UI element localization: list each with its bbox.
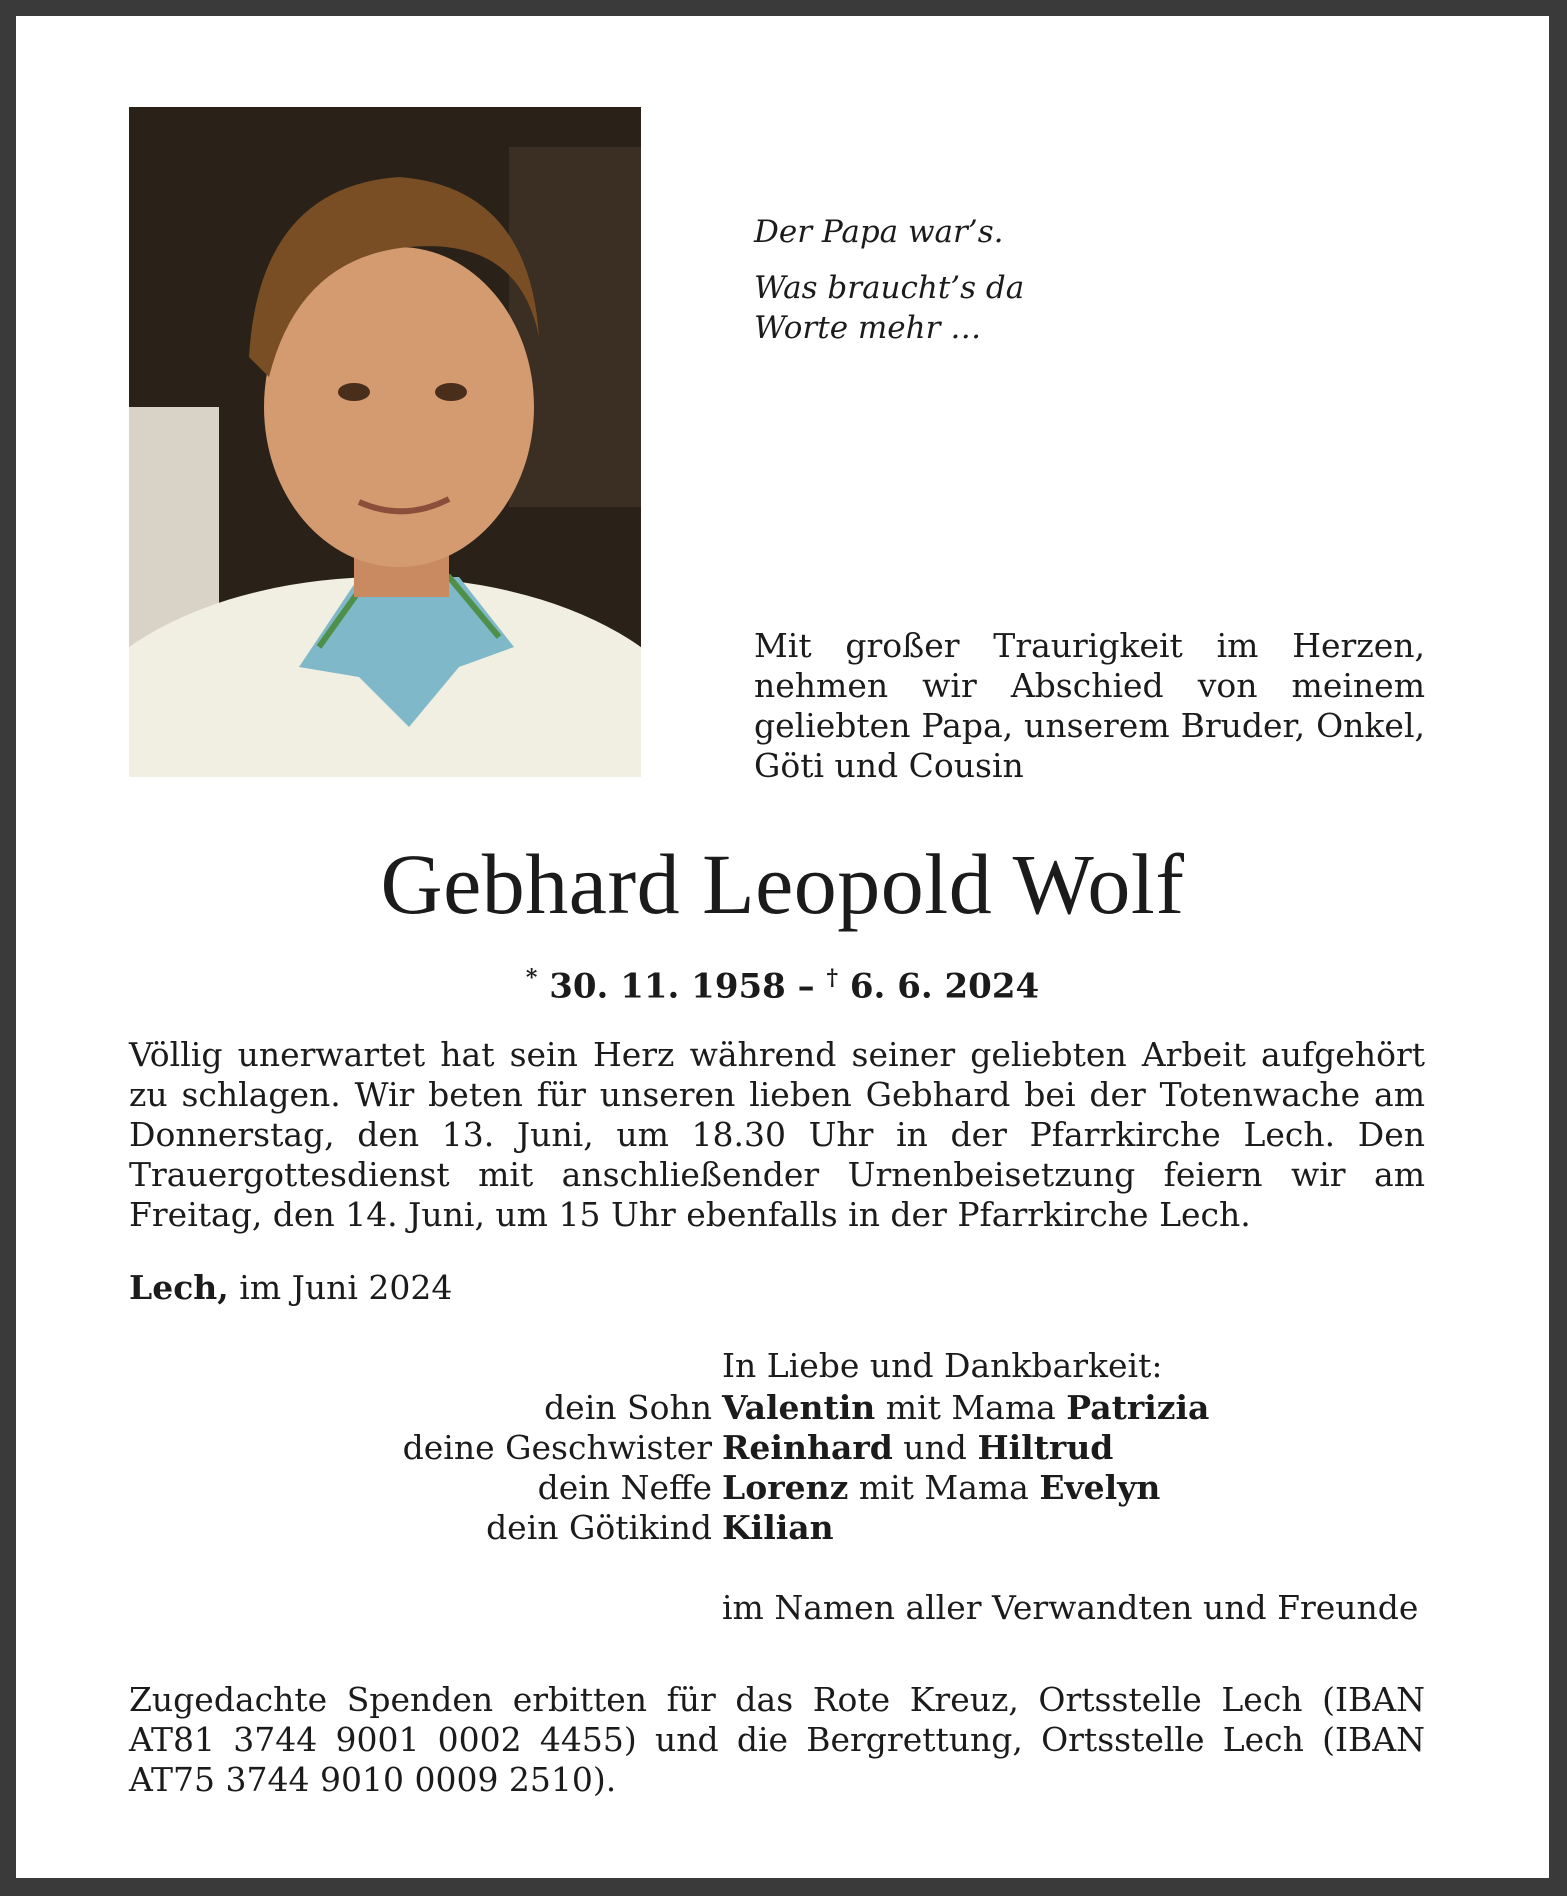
- death-symbol: †: [826, 965, 839, 991]
- joiner: und: [903, 1428, 967, 1467]
- place-city: Lech,: [129, 1268, 229, 1307]
- family-name: Kilian: [722, 1508, 834, 1547]
- family-list: [16, 1388, 1549, 1548]
- joiner: mit Mama: [885, 1388, 1056, 1427]
- relation: dein Götikind: [486, 1508, 712, 1547]
- family-row: [16, 1428, 1549, 1468]
- relation: dein Sohn: [544, 1388, 712, 1427]
- family-row: [16, 1508, 1549, 1548]
- family-name: Reinhard: [722, 1428, 893, 1467]
- family-name: Hiltrud: [977, 1428, 1114, 1467]
- donation-text: Zugedachte Spenden erbitten für das Rote Kreuz, Ortsstelle Lech (IBAN AT81 3744 9001 0002 4455) und die Bergrettung, Ortsstelle Lech (IBAN AT75 3744 9010 0009 2510).: [129, 1680, 1425, 1799]
- family-name: Valentin: [722, 1388, 876, 1427]
- relation: deine Geschwister: [402, 1428, 712, 1467]
- obituary-card: [16, 16, 1549, 1878]
- birth-symbol: *: [525, 965, 538, 991]
- place-date: [129, 1268, 452, 1308]
- life-dates: [16, 956, 1549, 1008]
- quote-line-2: Was braucht’s da: [754, 270, 1025, 306]
- family-row: [16, 1468, 1549, 1508]
- family-name: Lorenz: [722, 1468, 849, 1507]
- joiner: mit Mama: [858, 1468, 1029, 1507]
- family-name: Patrizia: [1066, 1388, 1210, 1427]
- quote-line-1: Der Papa war’s.: [754, 214, 1004, 250]
- closing-line: im Namen aller Verwandten und Freunde: [722, 1588, 1419, 1627]
- deceased-name: Gebhard Leopold Wolf: [380, 836, 1185, 932]
- birth-date: 30. 11. 1958 –: [549, 966, 815, 1007]
- intro-text: Mit großer Traurigkeit im Herzen, nehmen wir Abschied von meinem geliebten Papa, unserem Bruder, Onkel, Göti und Cousin: [754, 626, 1425, 785]
- place-month: im Juni 2024: [239, 1268, 453, 1307]
- portrait-photo: [129, 107, 641, 777]
- quote-line-3: Worte mehr …: [754, 310, 982, 346]
- family-row: [16, 1388, 1549, 1428]
- announcement-text: Völlig unerwartet hat sein Herz während seiner geliebten Arbeit aufgehört zu schlagen. Wir beten für unseren lieben Gebhard bei der Totenwache am Donnerstag, den 13. Juni, um 18.30 Uhr in der Pfarrkirche Lech. Den Trauergottesdienst mit anschließender Urnenbeisetzung feiern wir am Freitag, den 14. Juni, um 15 Uhr ebenfalls in der Pfarrkirche Lech.: [129, 1035, 1425, 1234]
- relation: dein Neffe: [537, 1468, 712, 1507]
- signoff: In Liebe und Dankbarkeit:: [722, 1346, 1163, 1385]
- family-name: Evelyn: [1039, 1468, 1161, 1507]
- quote: [754, 212, 1024, 364]
- death-date: 6. 6. 2024: [849, 966, 1040, 1007]
